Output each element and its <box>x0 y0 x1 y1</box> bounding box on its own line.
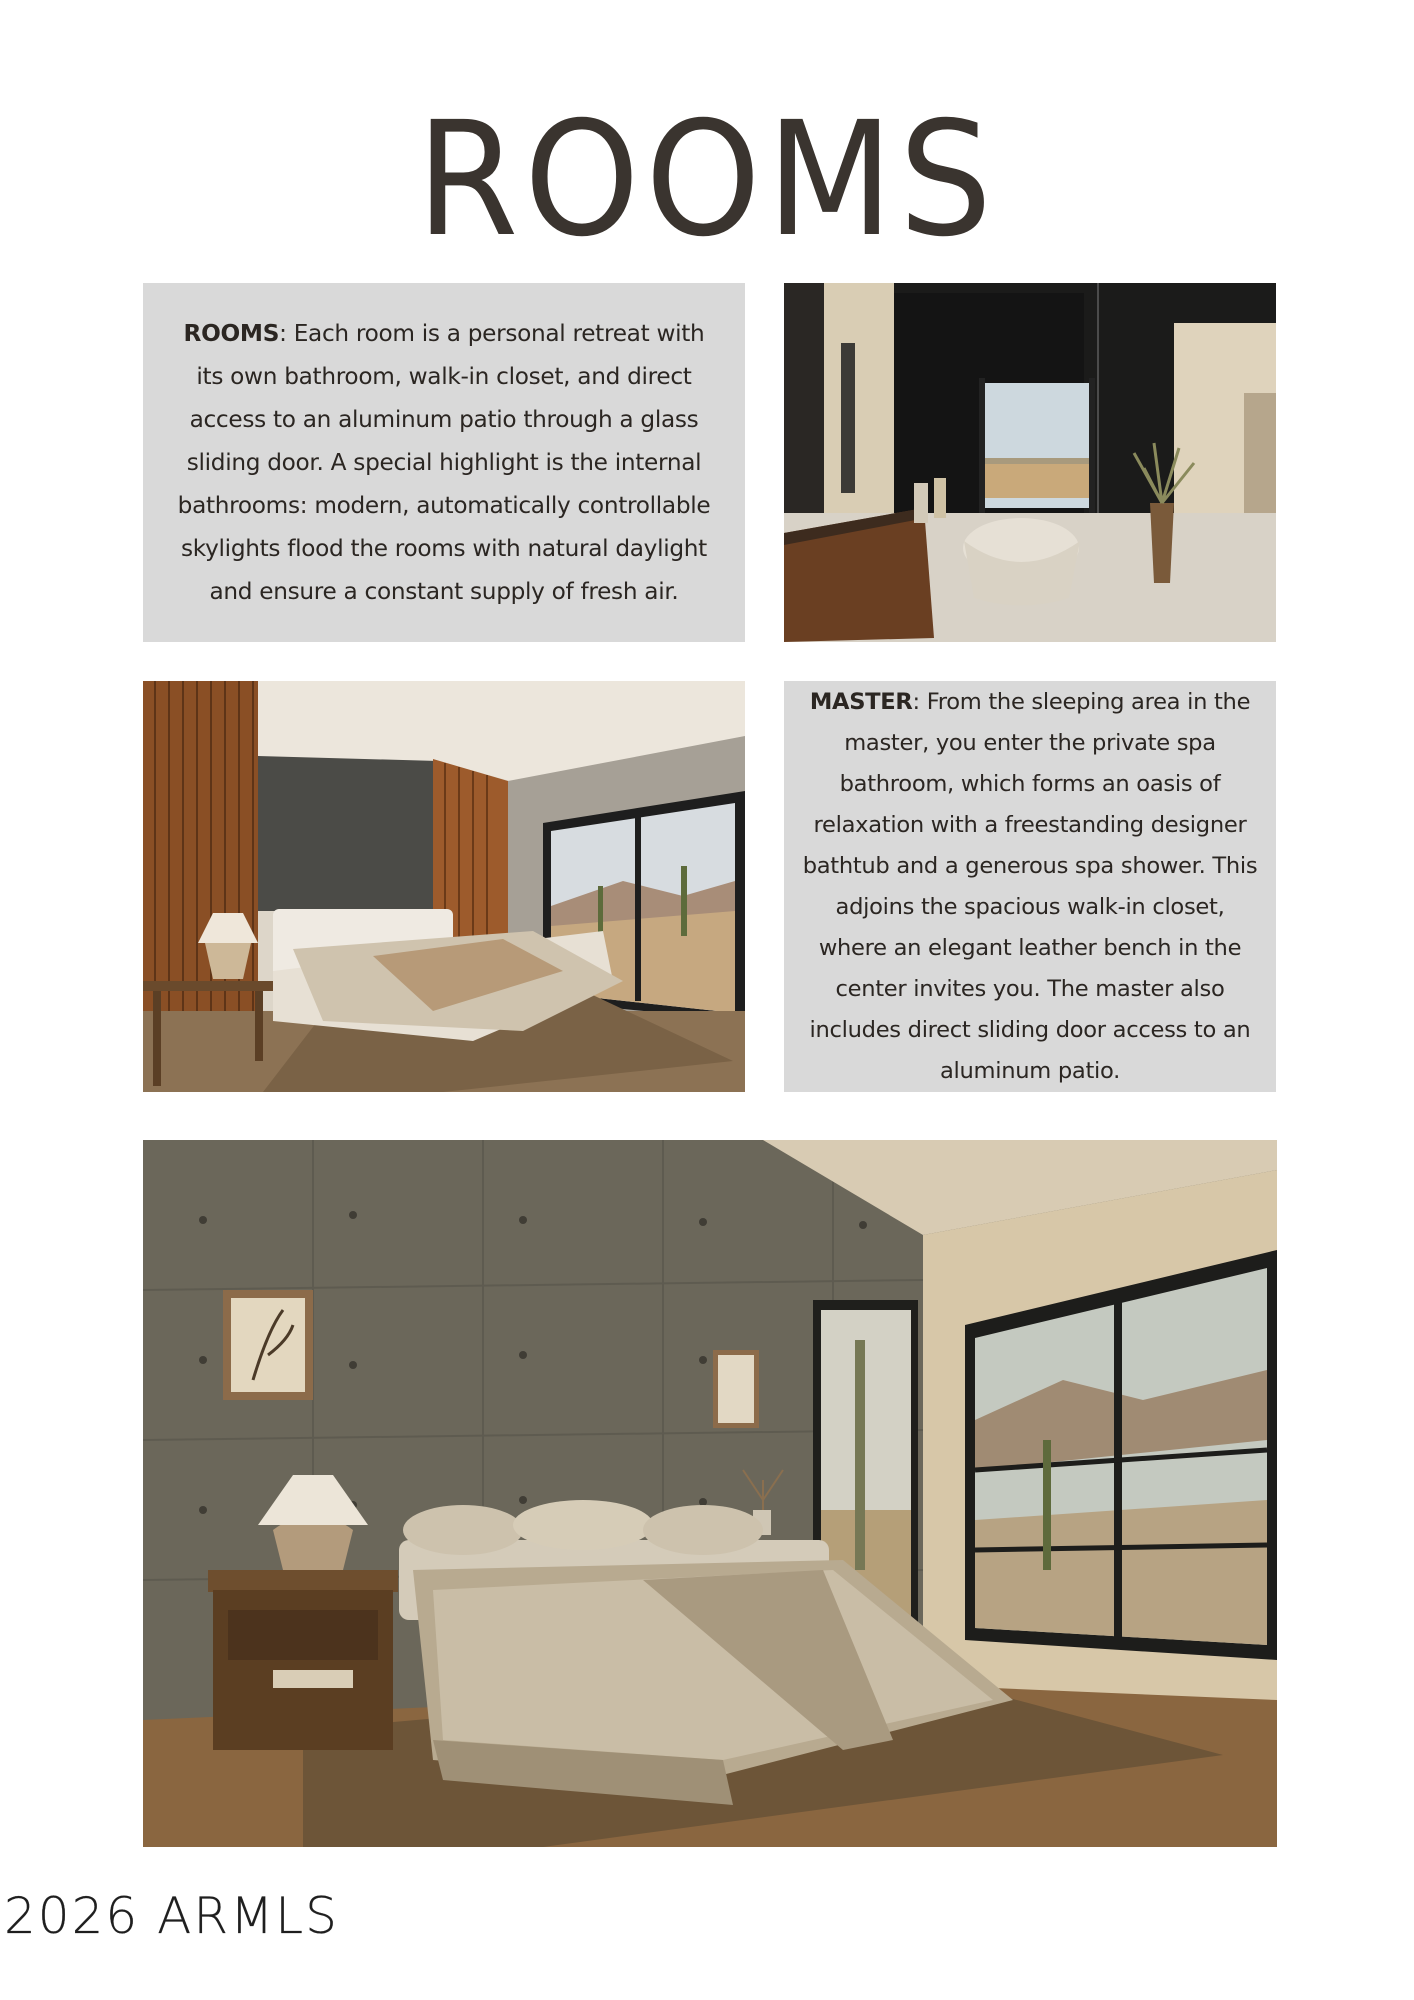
bedroom-photo <box>143 681 745 1092</box>
rooms-description-box <box>143 283 745 642</box>
rooms-text: : Each room is a personal retreat with its own bathroom, walk-in closet, and direct access to an aluminum patio through a glass sliding door. A special highlight is the internal bathrooms: modern, automatically controllable skylights flood the rooms with natural daylight and ensure a constant supply of fresh air. <box>177 320 711 605</box>
master-description-box <box>784 681 1276 1092</box>
master-text: : From the sleeping area in the master, you enter the private spa bathroom, which forms an oasis of relaxation with a freestanding designer bathtub and a generous spa shower. This adjoins the spacious walk-in closet, where an elegant leather bench in the center invites you. The master also includes direct sliding door access to an aluminum patio. <box>802 688 1258 1084</box>
rooms-description <box>167 312 721 613</box>
copyright-footer: 2026 ARMLS <box>4 1887 339 1945</box>
bathroom-photo <box>784 283 1276 642</box>
rooms-label: ROOMS <box>183 320 280 347</box>
page-title: ROOMS <box>416 88 998 272</box>
master-label: MASTER <box>809 688 913 715</box>
master-description <box>802 682 1258 1092</box>
master-bedroom-photo <box>143 1140 1277 1847</box>
